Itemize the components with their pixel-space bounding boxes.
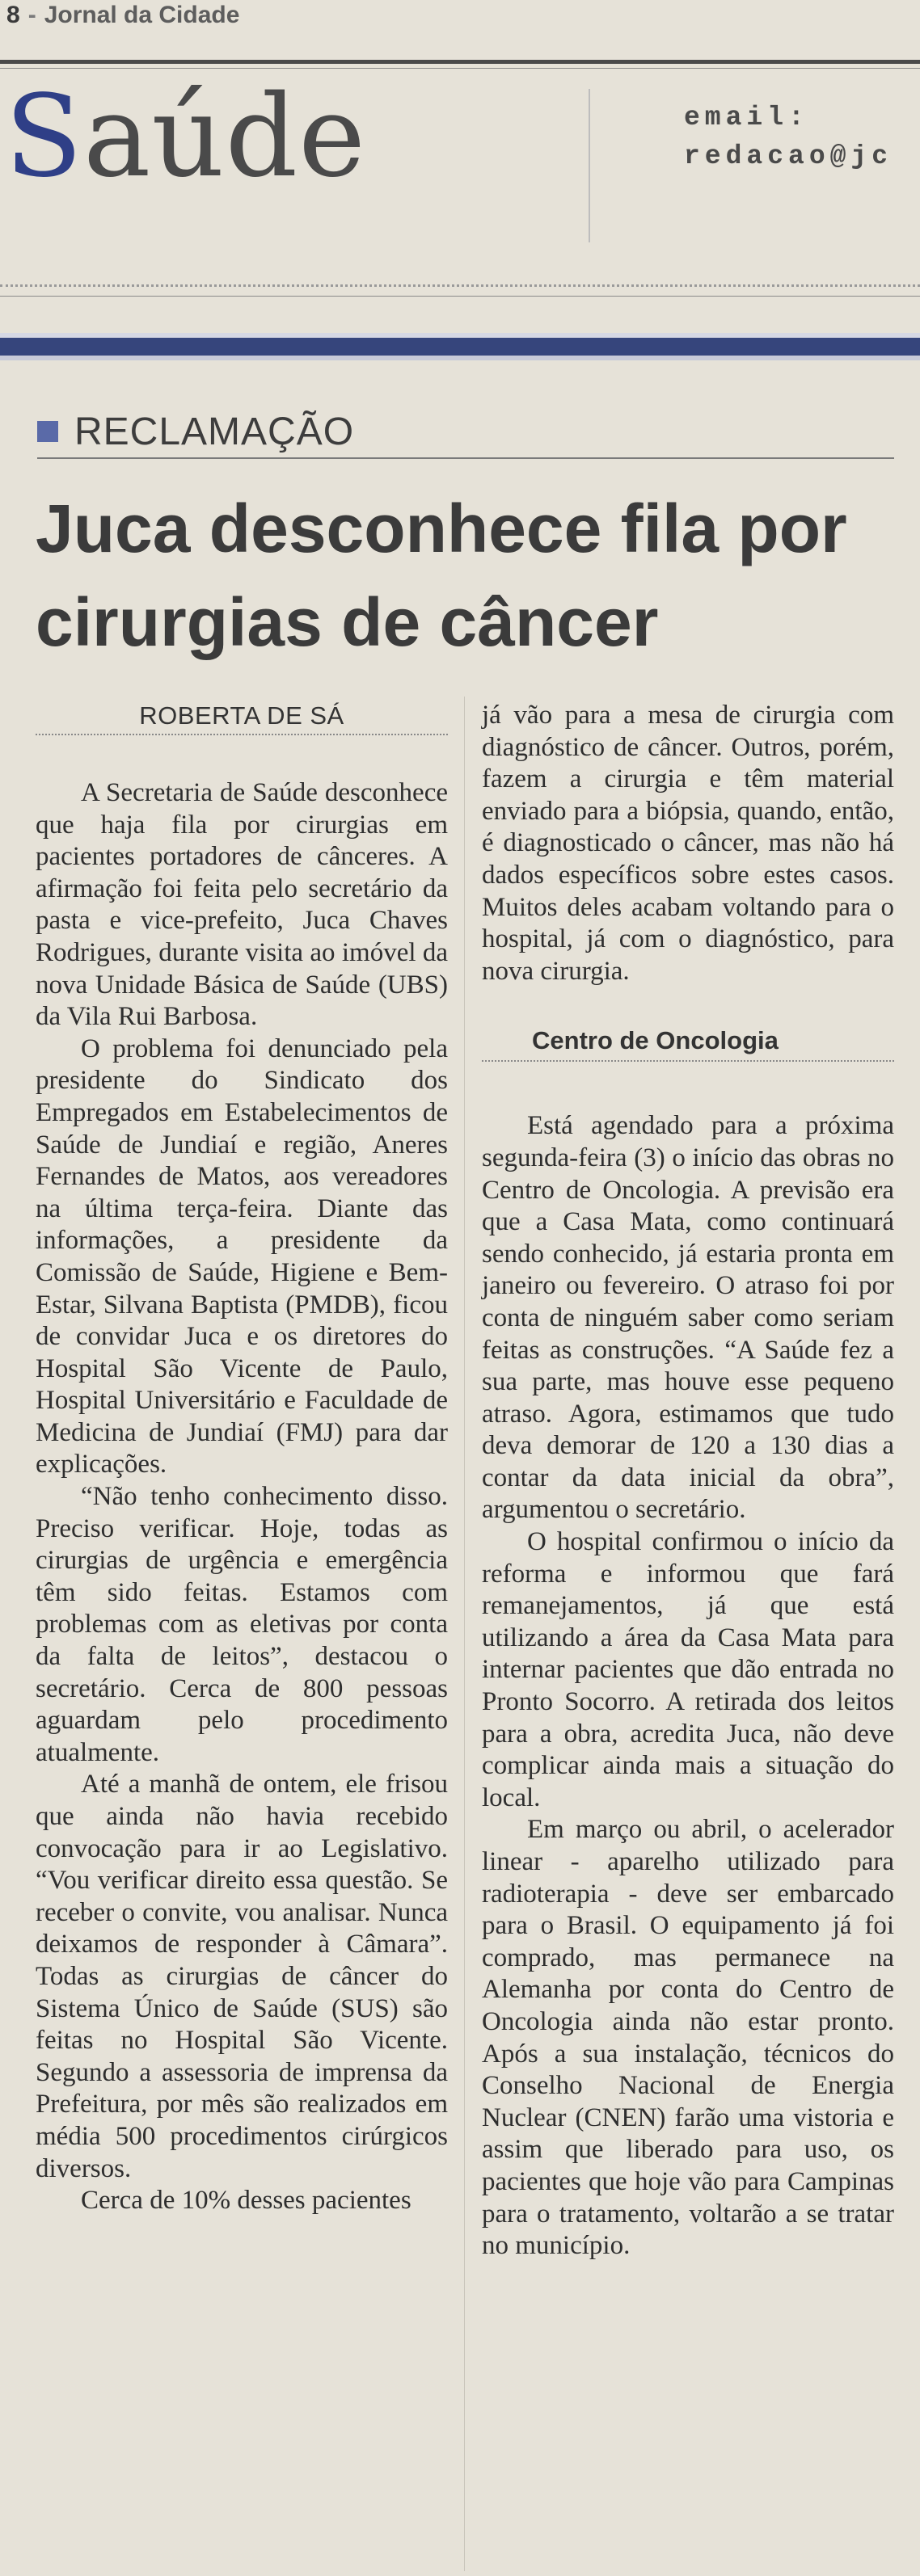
header-divider	[589, 89, 590, 242]
header-top-thin-rule	[0, 68, 920, 69]
article-paragraph: O hospital confirmou o início da reforma e informou que fará remanejamentos, já que está utilizando a área da Casa Mata para internar pacientes que dão entrada no Pronto Socorro. A retirada dos leitos para a obra, acredita Juca, não deve complicar ainda mais a situação do local.	[482, 1527, 894, 1812]
folio	[6, 2, 239, 34]
article-paragraph: Está agendado para a próxima segunda-feira (3) o início das obras no Centro de Oncologia. A previsão era que a Casa Mata, como continuará sendo conhecido, já estaria pronta em janeiro ou fevereiro. O atraso foi por conta de ninguém saber como seriam feitas as construções. “A Saúde fez a sua parte, mas houve esse pequeno atraso. Agora, estimamos que tudo deva demorar de 120 a 130 dias a contar da data inicial da obra”, argumentou o secretário.	[482, 1111, 894, 1525]
article-kicker	[37, 409, 354, 454]
article-paragraph: Em março ou abril, o acelerador linear - aparelho utilizado para radioterapia - deve ser embarcado para o Brasil. O equipamento já foi comprado, mas permanece na Alemanha por conta do Centro de Oncologia ainda não estar pronto. Após a sua instalação, técnicos do Conselho Nacional de Energia Nuclear (CNEN) farão uma vistoria e assim que liberado para uso, os pacientes que hoje vão para Campinas para o tratamento, voltarão a se tratar no município.	[482, 1815, 894, 2261]
article-paragraph: A Secretaria de Saúde desconhece que haja fila por cirurgias em pacientes portadores de cânceres. A afirmação foi feita pelo secretário da pasta e vice-prefeito, Juca Chaves Rodrigues, durante visita ao imóvel da nova Unidade Básica de Saúde (UBS) da Vila Rui Barbosa.	[36, 778, 448, 1032]
section-title-rest: aúde	[82, 71, 367, 203]
header-dotted-rule	[0, 284, 920, 287]
header-bottom-rule	[0, 296, 920, 297]
publication-name: Jornal da Cidade	[44, 2, 240, 28]
article-paragraph: “Não tenho conhecimento disso. Preciso verificar. Hoje, todas as cirurgias de urgência e emergência têm sido feitas. Estamos com problemas com as eletivas por conta da falta de leitos”, destacou o secretário. Cerca de 800 pessoas aguardam pelo procedimento atualmente.	[36, 1482, 448, 1767]
folio-separator: -	[27, 2, 36, 28]
contact-block	[684, 99, 920, 176]
section-title	[5, 71, 367, 203]
article-paragraph: O problema foi denunciado pela presidente do Sindicato dos Empregados em Estabelecimentos de Saúde de Jundiaí e região, Aneres Fernandes de Matos, aos vereadores na última terça-feira. Diante das informações, a presidente da Comissão de Saúde, Higiene e Bem-Estar, Silvana Baptista (PMDB), ficou de convidar Juca e os diretores do Hospital São Vicente de Paulo, Hospital Universitário e Faculdade de Medicina de Jundiaí (FMJ) para dar explicações.	[36, 1033, 448, 1480]
article-byline: ROBERTA DE SÁ	[139, 701, 344, 730]
article-paragraph: Cerca de 10% desses pacientes	[81, 2186, 411, 2216]
page-number: 8	[6, 2, 20, 28]
header-top-rule	[0, 60, 920, 64]
byline-rule	[36, 734, 448, 735]
article-subhead: Centro de Oncologia	[532, 1026, 779, 1055]
article-paragraph: Até a manhã de ontem, ele frisou que ainda não havia recebido convocação para ir ao Legislativo. “Vou verificar direito essa questão. Se receber o convite, vou analisar. Nunca deixamos de responder à Câmara”. Todas as cirurgias de câncer do Sistema Único de Saúde (SUS) são feitas no Hospital São Vicente. Segundo a assessoria de imprensa da Prefeitura, por mês são realizados em média 500 procedimentos cirúrgicos diversos.	[36, 1770, 448, 2183]
section-color-bar	[0, 333, 920, 360]
article-column-left	[36, 700, 448, 2217]
article-headline: Juca desconhece fila por cirurgias de câncer	[36, 490, 847, 660]
kicker-label: RECLAMAÇÃO	[74, 410, 355, 453]
column-divider	[464, 697, 465, 2571]
kicker-square-icon	[37, 421, 58, 442]
article-column-right	[482, 700, 894, 2262]
subhead-rule	[482, 1060, 894, 1062]
section-title-initial: S	[5, 71, 83, 203]
email-label: email:	[684, 103, 809, 133]
article-paragraph: já vão para a mesa de cirurgia com diagnóstico de câncer. Outros, porém, fazem a cirurgia e têm material enviado para a biópsia, quando, então, é diagnosticado o câncer, mas não há dados específicos sobre estes casos. Muitos deles acabam voltando para o hospital, já com o diagnóstico, para nova cirurgia.	[482, 701, 894, 986]
kicker-rule	[37, 457, 894, 459]
email-address[interactable]: redacao@jc	[684, 141, 893, 171]
